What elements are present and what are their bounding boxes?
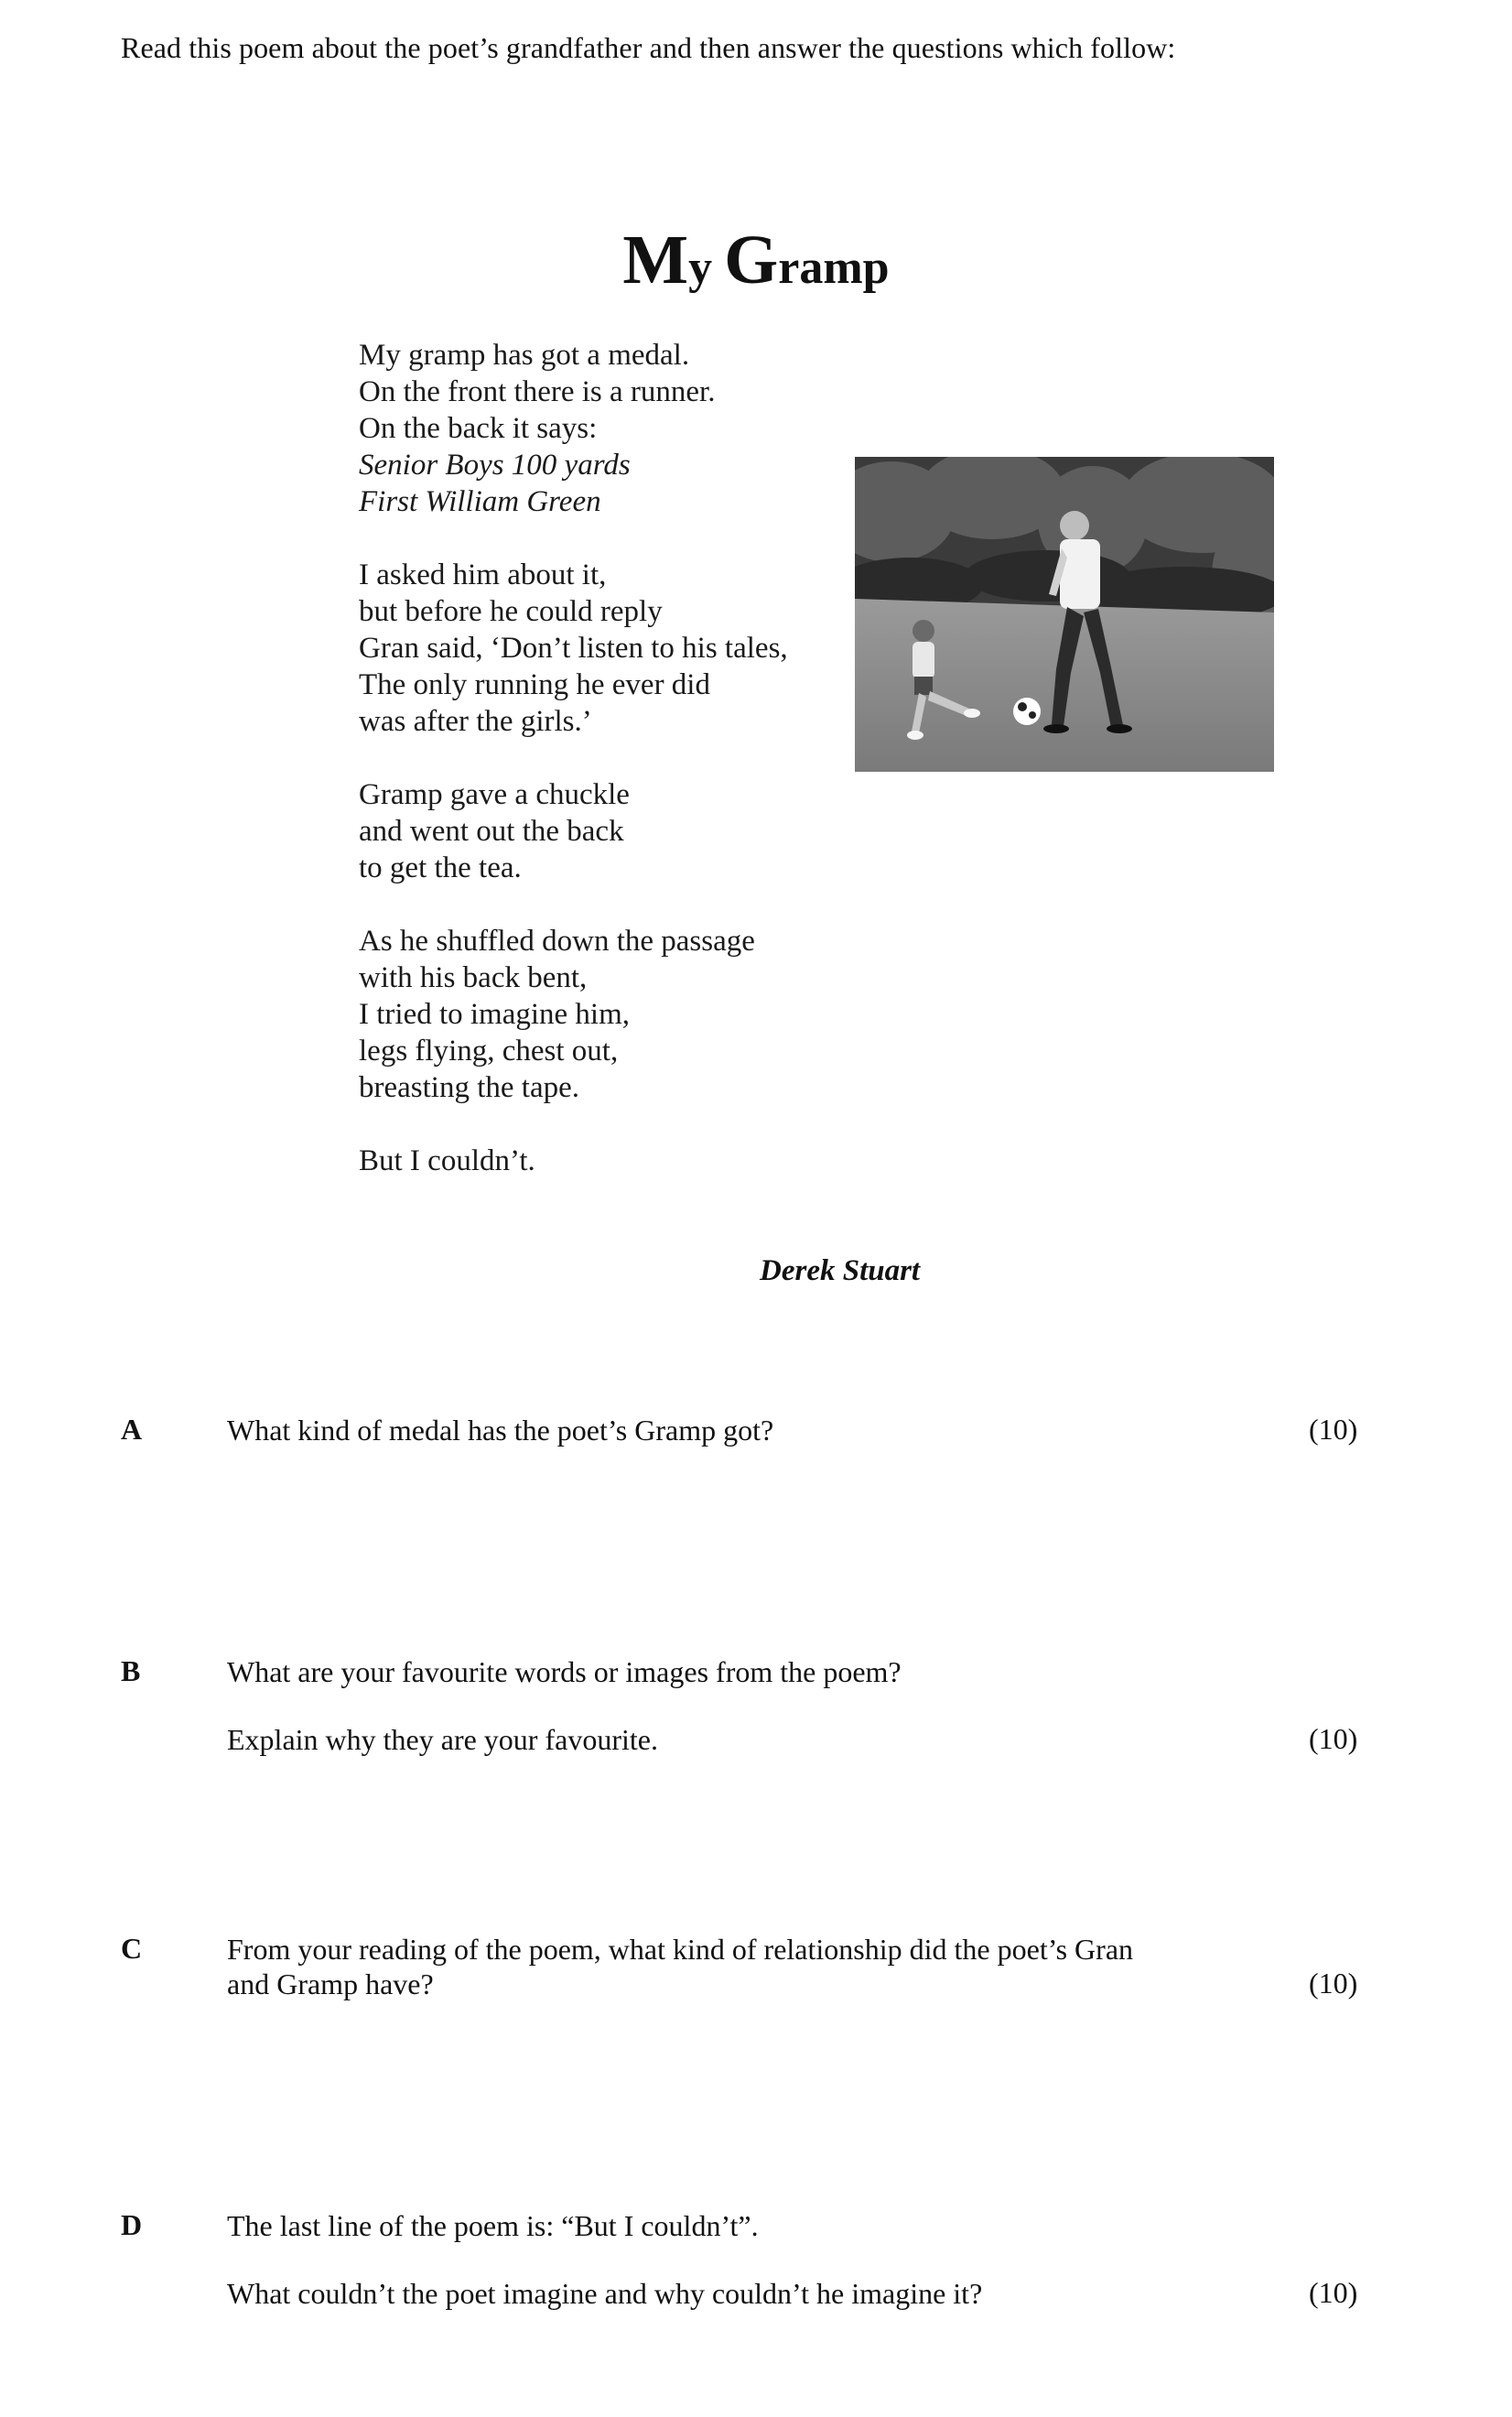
poem-line: Gramp gave a chuckle [359,778,630,811]
question-marks: (10) [1309,1413,1358,1446]
question-marks: (10) [1309,1967,1358,2000]
poem-stanza [359,923,871,1106]
poem-line: was after the girls.’ [359,705,592,738]
question-text [227,2208,1280,2311]
poem-line: breasting the tape. [359,1071,579,1104]
poem-line: But I couldn’t. [359,1144,535,1177]
poem-line: I asked him about it, [359,558,607,591]
poem-line: to get the tea. [359,851,522,884]
question-paragraph: From your reading of the poem, what kind of relationship did the poet’s Gran and Gramp have? [227,1933,1134,2000]
poem-line: legs flying, chest out, [359,1035,619,1068]
question-text [227,1932,1142,2001]
title-part: ramp [778,242,890,294]
question-paragraph: What kind of medal has the poet’s Gramp got? [227,1414,774,1447]
poem-line: but before he could reply [359,595,663,628]
question-paragraph: Explain why they are your favourite. [227,1723,658,1756]
question-paragraph: What couldn’t the poet imagine and why couldn’t he imagine it? [227,2277,983,2310]
title-part: y [688,242,725,294]
poem-line: First William Green [359,485,601,518]
question-marks: (10) [1309,2276,1358,2309]
poem-stanza [359,1143,871,1179]
poem-line: As he shuffled down the passage [359,925,755,958]
question-letter: B [121,1654,141,1687]
poem-stanza [359,557,871,740]
poem-line: My gramp has got a medal. [359,339,690,372]
question-text [227,1654,1280,1757]
photo-ball [1013,698,1041,725]
poem-line: The only running he ever did [359,668,710,701]
poem-line: Senior Boys 100 yards [359,449,631,482]
question-marks: (10) [1309,1722,1358,1755]
question-paragraph: The last line of the poem is: “But I couldn’t”. [227,2209,759,2242]
poem-line: and went out the back [359,815,624,848]
question-letter: D [121,2208,143,2241]
poem-title [0,222,1512,298]
title-part: G [724,222,779,298]
poem-body [359,337,871,1216]
intro-text: Read this poem about the poet’s grandfather and then answer the questions which follow: [121,31,1176,64]
poem-line: with his back bent, [359,961,588,994]
poem-stanza [359,776,871,886]
title-part: M [622,222,689,298]
poem-line: I tried to imagine him, [359,998,631,1031]
photo-grandfather-and-boy [855,457,1274,772]
question-paragraph: What are your favourite words or images from the poem? [227,1655,902,1688]
question-text [227,1413,1280,1447]
question-letter: C [121,1932,143,1965]
poem-line: On the back it says: [359,412,598,445]
poem-line: On the front there is a runner. [359,375,716,408]
poem-author: Derek Stuart [760,1254,921,1287]
question-letter: A [121,1413,143,1446]
poem-stanza [359,337,871,520]
poem-line: Gran said, ‘Don’t listen to his tales, [359,632,788,665]
